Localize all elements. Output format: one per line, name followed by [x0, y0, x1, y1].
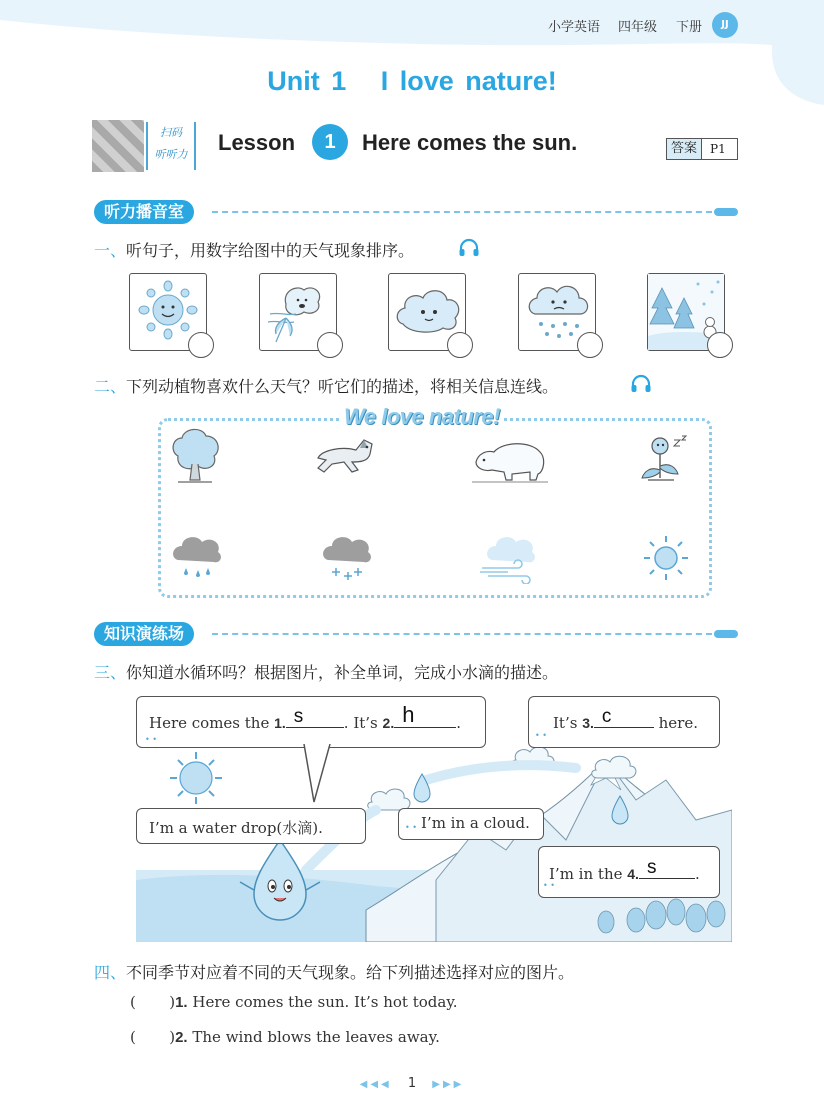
rain-weather-icon[interactable]	[170, 532, 222, 584]
question-2	[94, 374, 558, 397]
answer-circle-5[interactable]	[707, 332, 733, 358]
q4-item-2	[130, 1028, 440, 1046]
bubble-dots: • •	[543, 881, 555, 890]
question-1-prefix: 一、	[94, 241, 127, 260]
answer-circle-3[interactable]	[447, 332, 473, 358]
bubble1-text-2: . It’s	[343, 714, 383, 732]
blank-2-answer: h	[402, 702, 415, 727]
bubble1-text-3: .	[456, 714, 461, 732]
bubble5-text-1: I’m in the	[549, 865, 628, 883]
item-1-number: 1.	[175, 994, 188, 1011]
blank-4[interactable]	[639, 857, 695, 879]
bubble4-text: I’m in a cloud.	[421, 814, 530, 832]
snow-weather-icon[interactable]	[320, 532, 372, 584]
lesson-number: 1	[312, 124, 348, 160]
blank-2[interactable]	[394, 702, 456, 728]
scan-to-listen-label: 扫码 听听力	[146, 122, 196, 170]
bubble-tail	[300, 744, 340, 804]
header-volume: 下册	[676, 20, 703, 35]
blank-number-4: 4.	[627, 866, 639, 882]
pencil-icon	[714, 630, 738, 638]
right-arrows-icon: ▶▶▶	[432, 1079, 465, 1090]
lesson-word: Lesson	[218, 130, 296, 155]
section-title-practice: 知识演练场	[94, 622, 194, 646]
question-3-prefix: 三、	[94, 663, 127, 682]
bubble5-text-2: .	[694, 865, 700, 883]
answer-circle-2[interactable]	[317, 332, 343, 358]
speech-bubble-water-drop	[136, 808, 366, 844]
question-3-text: 你知道水循环吗？根据图片，补全单词，完成小水滴的描述。	[126, 663, 559, 682]
bubble-dots: • •	[145, 735, 157, 744]
matching-frame	[158, 418, 712, 598]
bubble3-text: I’m a water drop(水滴).	[149, 819, 323, 837]
answer-paren[interactable]: ( )	[130, 993, 176, 1011]
section-title-listening: 听力播音室	[94, 200, 194, 224]
flower-icon[interactable]	[636, 434, 692, 486]
bubble-dots: • •	[405, 823, 417, 832]
item-2-number: 2.	[175, 1029, 188, 1046]
question-1-text: 听句子，用数字给图中的天气现象排序。	[126, 241, 415, 260]
item-1-text: Here comes the sun. It’s hot today.	[192, 993, 458, 1011]
wind-weather-icon[interactable]	[478, 532, 542, 584]
headphones-icon[interactable]	[630, 374, 652, 394]
answer-circle-1[interactable]	[188, 332, 214, 358]
answer-page: P1	[710, 142, 726, 156]
blank-1[interactable]	[286, 706, 344, 728]
blank-3-answer: c	[601, 706, 612, 727]
sun-weather-icon[interactable]	[642, 534, 690, 582]
item-2-text: The wind blows the leaves away.	[192, 1028, 440, 1046]
bubble2-text-2: here.	[653, 714, 698, 732]
header-grade: 四年级	[618, 20, 658, 35]
question-2-prefix: 二、	[94, 377, 127, 396]
question-4	[94, 960, 574, 983]
headphones-icon[interactable]	[458, 238, 480, 258]
bubble-dots: • •	[535, 731, 547, 740]
blank-3[interactable]	[594, 706, 654, 728]
question-1	[94, 238, 414, 261]
left-arrows-icon: ◀◀◀	[359, 1079, 392, 1090]
section-divider	[212, 633, 712, 635]
lesson-title: Here comes the sun.	[362, 130, 578, 155]
blank-1-answer: s	[293, 706, 304, 727]
blank-4-answer: s	[646, 857, 657, 878]
answer-reference[interactable]	[666, 138, 738, 160]
unit-title: Unit 1 I love nature!	[267, 66, 557, 96]
page-number: 1	[407, 1076, 417, 1091]
answer-circle-4[interactable]	[577, 332, 603, 358]
question-2-text: 下列动植物喜欢什么天气？听它们的描述，将相关信息连线。	[126, 377, 559, 396]
speech-bubble-cold-here	[528, 696, 720, 748]
blank-number-2: 2.	[382, 715, 395, 731]
page-footer	[0, 1076, 824, 1091]
qr-code[interactable]	[92, 120, 144, 172]
bubble1-text-1: Here comes the	[149, 714, 275, 732]
tree-icon[interactable]	[168, 426, 222, 486]
header-subject: 小学英语	[548, 20, 601, 35]
speech-bubble-sun-hot	[136, 696, 486, 748]
polar-bear-icon[interactable]	[472, 432, 548, 484]
blank-number-3: 3.	[582, 715, 594, 731]
speech-bubble-in-cloud	[398, 808, 544, 840]
q4-item-1	[130, 993, 458, 1011]
pencil-icon	[714, 208, 738, 216]
dog-icon[interactable]	[312, 432, 382, 476]
question-4-text: 不同季节对应着不同的天气现象。给下列描述选择对应的图片。	[126, 963, 575, 982]
question-3	[94, 660, 558, 683]
nature-banner: We love nature!	[340, 404, 504, 430]
edition-badge: JJ	[712, 12, 738, 38]
blank-number-1: 1.	[274, 715, 286, 731]
answer-label: 答案	[667, 139, 702, 159]
answer-paren[interactable]: ( )	[130, 1028, 176, 1046]
section-divider	[212, 211, 712, 213]
question-4-prefix: 四、	[94, 963, 127, 982]
bubble2-text-1: It’s	[553, 714, 583, 732]
speech-bubble-in-snow	[538, 846, 720, 898]
